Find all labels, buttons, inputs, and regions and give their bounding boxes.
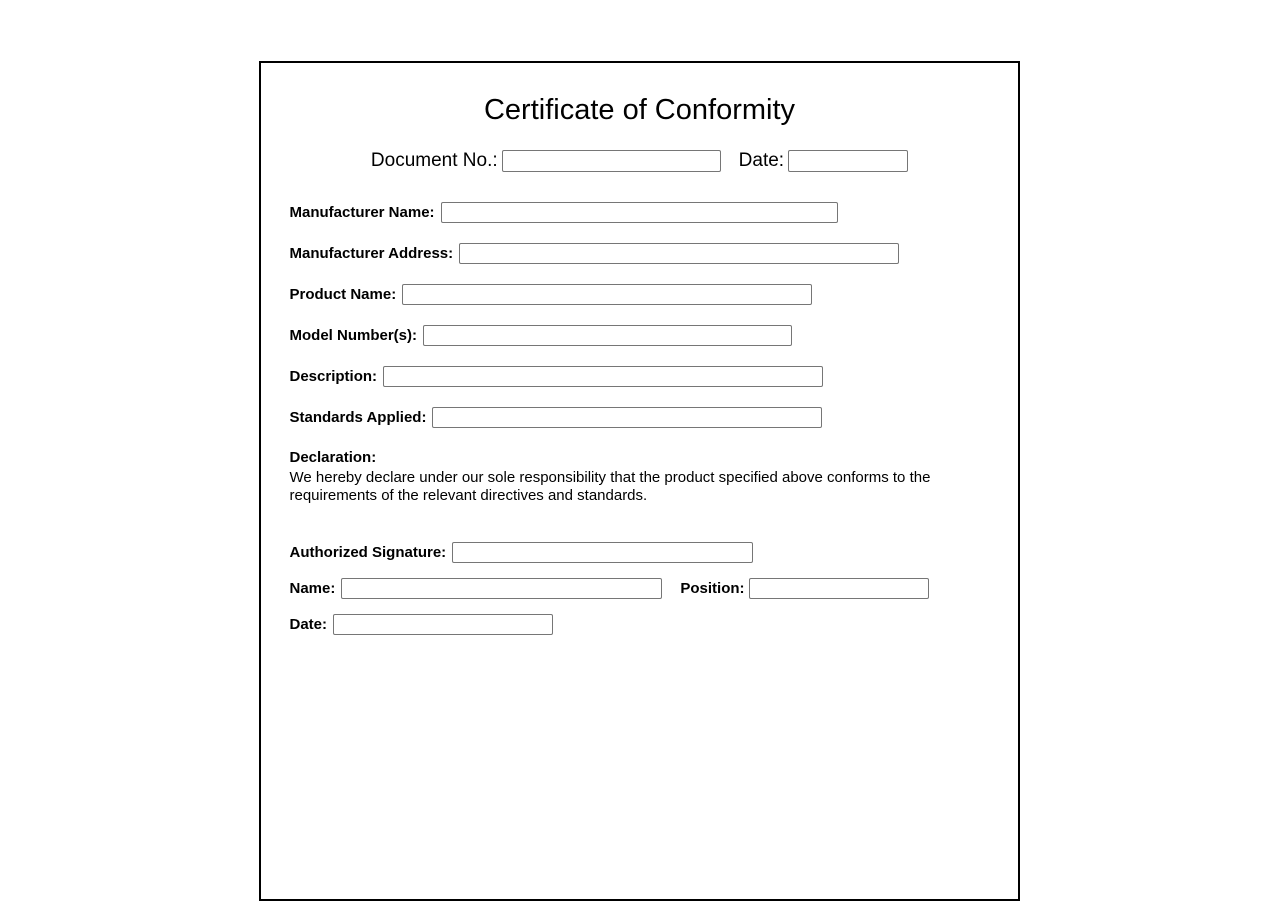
document-no-label: Document No.: [370,150,498,171]
authorized-signature-input[interactable] [452,542,753,563]
signature-date-row [290,614,990,635]
manufacturer-address-label: Manufacturer Address: [289,245,454,262]
product-name-input[interactable] [402,284,812,305]
document-header-row [290,150,990,172]
model-numbers-row [290,325,990,346]
header-date-label: Date: [738,150,785,171]
authorized-signature-label: Authorized Signature: [289,544,447,561]
document-no-input[interactable] [502,150,721,172]
signatory-name-input[interactable] [341,578,662,599]
standards-applied-label: Standards Applied: [289,409,427,426]
position-input[interactable] [749,578,929,599]
signature-date-input[interactable] [333,614,553,635]
description-input[interactable] [383,366,823,387]
authorized-signature-row [290,542,990,563]
signatory-name-label: Name: [289,580,336,597]
description-label: Description: [289,368,378,385]
manufacturer-name-input[interactable] [441,202,838,223]
manufacturer-name-row [290,202,990,223]
declaration-heading: Declaration: [289,449,377,466]
model-numbers-label: Model Number(s): [289,327,417,344]
model-numbers-input[interactable] [423,325,792,346]
name-position-row [290,578,990,599]
product-name-label: Product Name: [289,286,397,303]
signature-date-label: Date: [289,616,328,633]
header-date-input[interactable] [788,150,908,172]
standards-applied-input[interactable] [432,407,822,428]
page-title: Certificate of Conformity [483,94,796,126]
manufacturer-name-label: Manufacturer Name: [289,204,435,221]
manufacturer-address-row [290,243,990,264]
certificate-panel [259,61,1020,901]
position-label: Position: [680,580,745,597]
declaration-text: We hereby declare under our sole responsibility that the product specified above conforms to the requirements of the relevant directives and standards. [289,469,931,504]
product-name-row [290,284,990,305]
description-row [290,366,990,387]
standards-applied-row [290,407,990,428]
manufacturer-address-input[interactable] [459,243,899,264]
